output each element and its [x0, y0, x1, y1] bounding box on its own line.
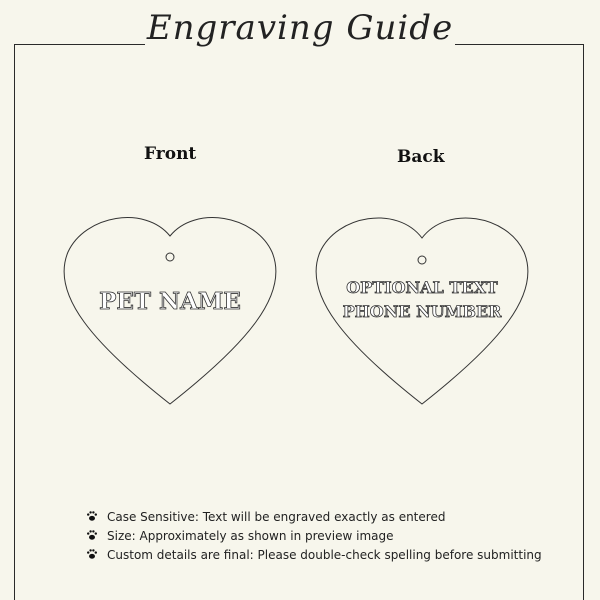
note-item: [86, 527, 542, 546]
front-heart-tag: [64, 218, 276, 404]
note-text: Size: Approximately as shown in preview image: [107, 529, 394, 543]
back-engraving-line-1: OPTIONAL TEXT: [346, 278, 498, 297]
paw-icon: [86, 548, 98, 560]
back-engraving-line-2: PHONE NUMBER: [342, 302, 502, 321]
front-label: Front: [144, 144, 197, 164]
note-text: Custom details are final: Please double-check spelling before submitting: [107, 548, 542, 562]
back-heart-tag: [316, 218, 528, 404]
note-text: Case Sensitive: Text will be engraved exactly as entered: [107, 510, 446, 524]
front-engraving-text: PET NAME: [99, 288, 241, 315]
front-hole-icon: [166, 253, 174, 261]
paw-icon: [86, 529, 98, 541]
back-hole-icon: [418, 256, 426, 264]
paw-icon: [86, 510, 98, 522]
back-label: Back: [397, 147, 445, 167]
note-item: [86, 546, 542, 565]
page-title: Engraving Guide: [145, 4, 455, 52]
note-item: [86, 508, 542, 527]
notes-list: [86, 508, 542, 565]
